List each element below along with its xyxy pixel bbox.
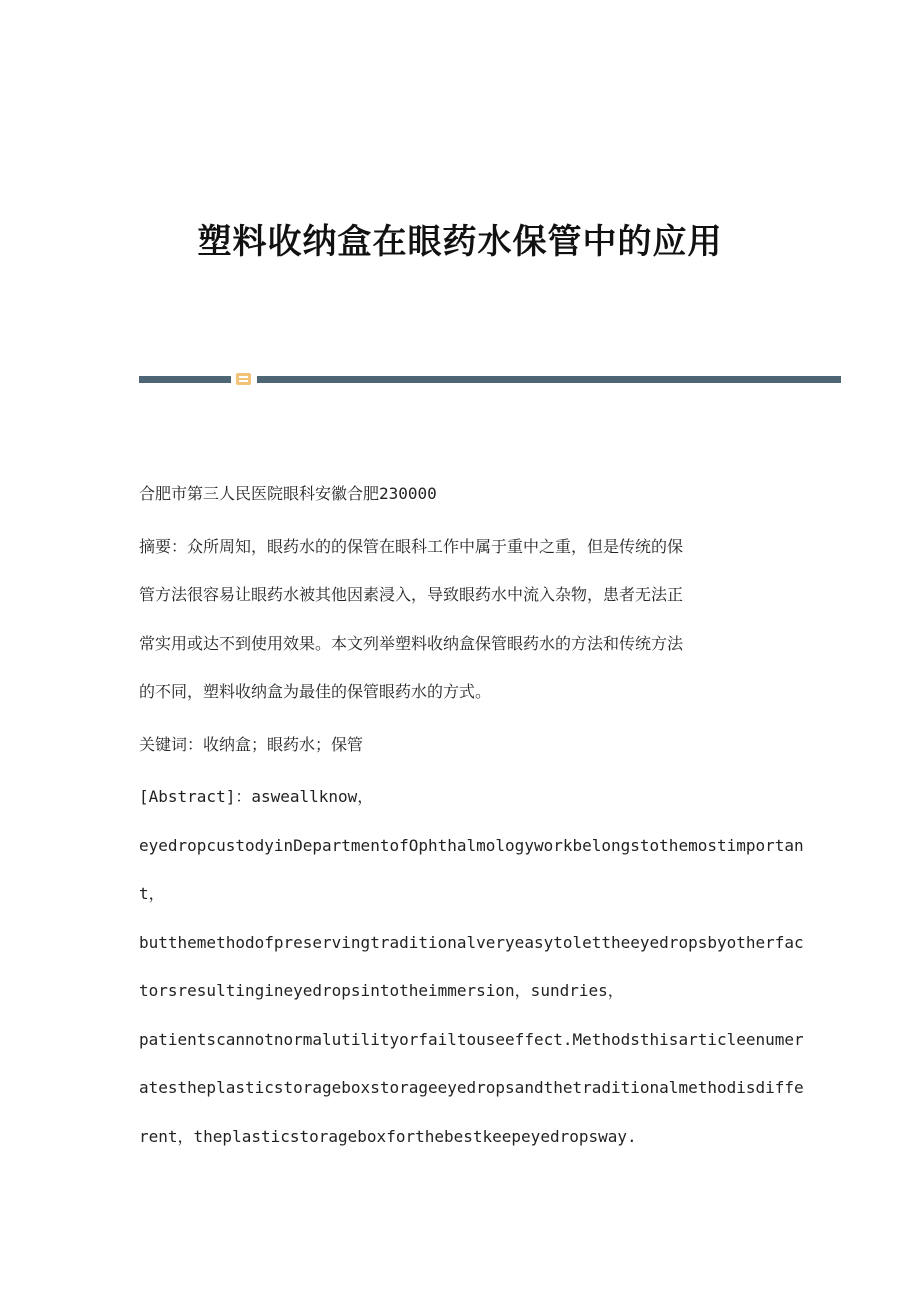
- divider-bar-right: [257, 376, 841, 383]
- affiliation: 合肥市第三人民医院眼科安徽合肥230000: [139, 484, 437, 503]
- abstract-en-line: eyedropcustodyinDepartmentofOphthalmologyworkbelongstothemostimportan: [139, 835, 804, 855]
- abstract-en-line: [Abstract]：asweallknow，: [139, 787, 374, 806]
- abstract-cn-line: 摘要：众所周知，眼药水的的保管在眼科工作中属于重中之重，但是传统的保: [139, 536, 684, 556]
- page-title: 塑料收纳盒在眼药水保管中的应用: [197, 222, 723, 262]
- abstract-cn-line: 的不同，塑料收纳盒为最佳的保管眼药水的方式。: [139, 682, 492, 701]
- abstract-en-line: rent，theplasticstorageboxforthebestkeepeyedropsway.: [139, 1126, 637, 1146]
- abstract-en-line: butthemethodofpreservingtraditionalveryeasytolettheeyedropsbyotherfac: [139, 932, 804, 952]
- abstract-en-line: patientscannotnormalutilityorfailtouseeffect.Methodsthisarticleenumer: [139, 1029, 804, 1049]
- keywords: 关键词：收纳盒；眼药水；保管: [139, 734, 364, 754]
- divider-bar-left: [139, 376, 231, 383]
- abstract-en-line: t，: [139, 884, 165, 903]
- abstract-en-line: torsresultingineyedropsintotheimmersion，sundries，: [139, 981, 624, 1000]
- abstract-cn-line: 常实用或达不到使用效果。本文列举塑料收纳盒保管眼药水的方法和传统方法: [139, 633, 684, 653]
- abstract-en-line: atestheplasticstorageboxstorageeyedropsandthetraditionalmethodisdiffe: [139, 1078, 804, 1097]
- title-divider: [139, 372, 841, 386]
- document-body: [139, 470, 804, 1161]
- abstract-cn-line: 管方法很容易让眼药水被其他因素浸入，导致眼药水中流入杂物，患者无法正: [139, 585, 684, 604]
- divider-ornament-icon: [236, 373, 251, 385]
